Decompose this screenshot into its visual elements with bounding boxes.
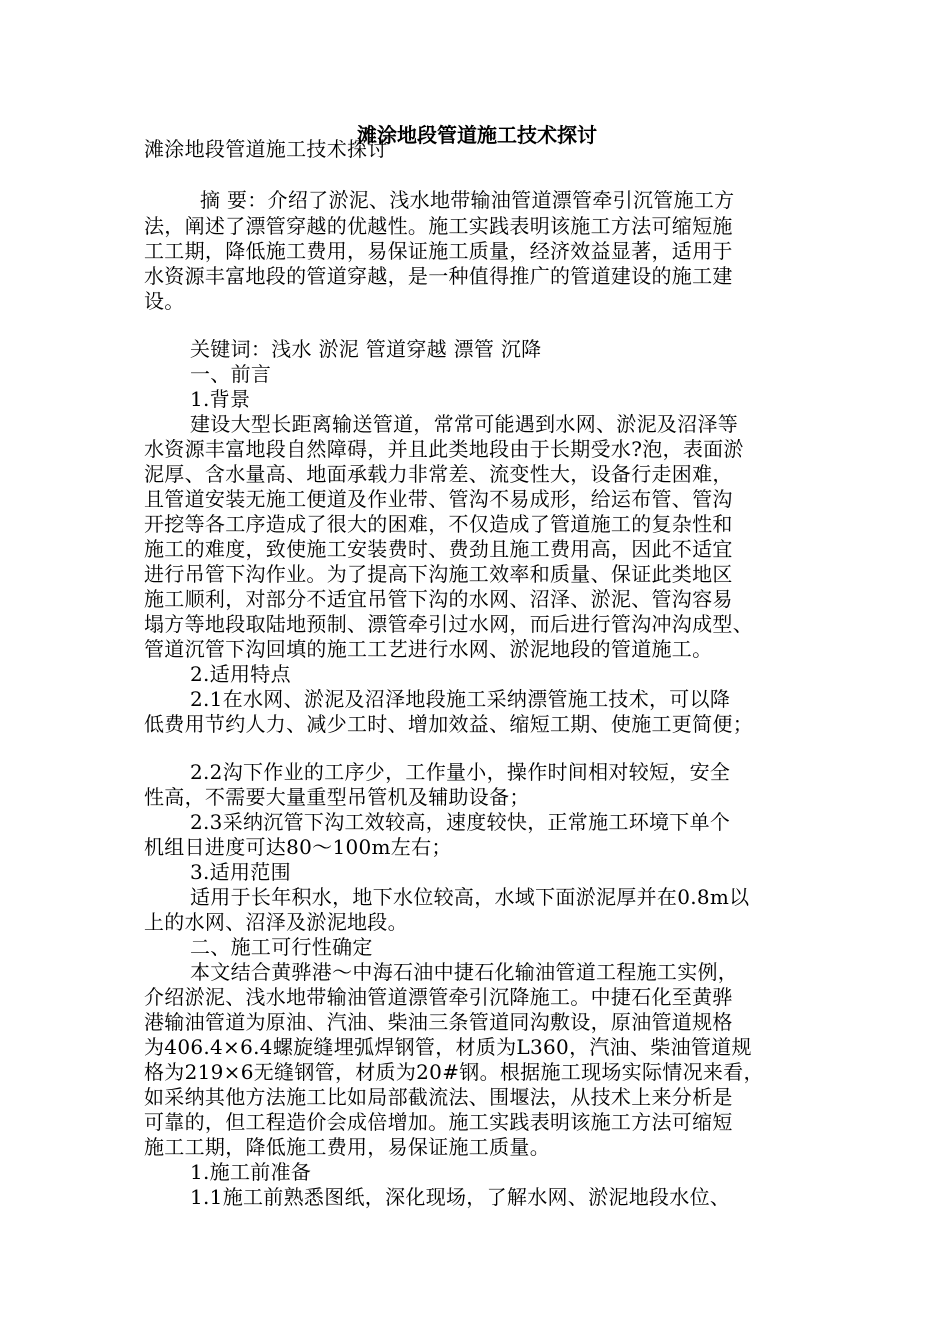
text-line: 机组日进度可达80～100m左右； (144, 835, 452, 859)
text-line: 1.施工前准备 (190, 1160, 312, 1184)
text-line: 水资源丰富地段自然障碍，并且此类地段由于长期受水?泡，表面淤 (144, 437, 744, 461)
text-line: 泥厚、含水量高、地面承载力非常差、流变性大，设备行走困难， (144, 462, 733, 486)
text-line: 开挖等各工序造成了很大的困难，不仅造成了管道施工的复杂性和 (144, 512, 733, 536)
text-line: 摘 要：介绍了淤泥、浅水地带输油管道漂管牵引沉管施工方 (200, 188, 735, 212)
text-line: 2.适用特点 (190, 662, 291, 686)
text-line: 3.适用范围 (190, 860, 291, 884)
text-line: 建设大型长距离输送管道，常常可能遇到水网、淤泥及沼泽等 (190, 412, 739, 436)
text-line: 适用于长年积水，地下水位较高，水域下面淤泥厚并在0.8m以 (190, 885, 750, 909)
text-line: 如采纳其他方法施工比如局部截流法、围堰法，从技术上来分析是 (144, 1085, 733, 1109)
text-line: 二、施工可行性确定 (190, 935, 373, 959)
text-line: 设。 (144, 289, 185, 313)
text-line: 一、前言 (190, 362, 272, 386)
text-line: 2.3采纳沉管下沟工效较高，速度较快，正常施工环境下单个 (190, 810, 731, 834)
text-line: 性高，不需要大量重型吊管机及辅助设备； (144, 785, 530, 809)
text-line: 低费用节约人力、减少工时、增加效益、缩短工期、使施工更简便； (144, 712, 753, 736)
text-line: 2.1在水网、淤泥及沼泽地段施工采纳漂管施工技术，可以降 (190, 687, 731, 711)
text-line: 为406.4×6.4螺旋缝埋弧焊钢管，材质为L360，汽油、柴油管道规 (144, 1035, 752, 1059)
text-line: 2.2沟下作业的工序少，工作量小，操作时间相对较短，安全 (190, 760, 731, 784)
text-line: 工工期，降低施工费用，易保证施工质量，经济效益显著，适用于 (144, 239, 733, 263)
text-line: 港输油管道为原油、汽油、柴油三条管道同沟敷设，原油管道规格 (144, 1010, 733, 1034)
text-line: 进行吊管下沟作业。为了提高下沟施工效率和质量、保证此类地区 (144, 562, 733, 586)
text-line: 滩涂地段管道施工技术探讨 (144, 137, 388, 161)
text-line: 施工顺利，对部分不适宜吊管下沟的水网、沼泽、淤泥、管沟容易 (144, 587, 733, 611)
text-line: 上的水网、沼泽及淤泥地段。 (144, 910, 408, 934)
text-line: 1.1施工前熟悉图纸，深化现场，了解水网、淤泥地段水位、 (190, 1185, 731, 1209)
text-line: 塌方等地段取陆地预制、漂管牵引过水网，而后进行管沟冲沟成型、 (144, 612, 753, 636)
text-line: 本文结合黄骅港～中海石油中捷石化输油管道工程施工实例， (190, 960, 739, 984)
text-line: 水资源丰富地段的管道穿越，是一种值得推广的管道建设的施工建 (144, 264, 733, 288)
text-line: 关键词：浅水 淤泥 管道穿越 漂管 沉降 (190, 337, 542, 361)
text-line: 施工的难度，致使施工安装费时、费劲且施工费用高，因此不适宜 (144, 537, 733, 561)
document-title: 滩涂地段管道施工技术探讨 (357, 123, 597, 147)
text-line: 1.背景 (190, 387, 251, 411)
text-line: 格为219×6无缝钢管，材质为20#钢。根据施工现场实际情况来看， (144, 1060, 764, 1084)
text-line: 介绍淤泥、浅水地带输油管道漂管牵引沉降施工。中捷石化至黄骅 (144, 985, 733, 1009)
text-line: 可靠的，但工程造价会成倍增加。施工实践表明该施工方法可缩短 (144, 1110, 733, 1134)
text-line: 法，阐述了漂管穿越的优越性。施工实践表明该施工方法可缩短施 (144, 214, 733, 238)
text-line: 施工工期，降低施工费用，易保证施工质量。 (144, 1135, 550, 1159)
text-line: 且管道安装无施工便道及作业带、管沟不易成形，给运布管、管沟 (144, 487, 733, 511)
text-line: 管道沉管下沟回填的施工工艺进行水网、淤泥地段的管道施工。 (144, 637, 713, 661)
